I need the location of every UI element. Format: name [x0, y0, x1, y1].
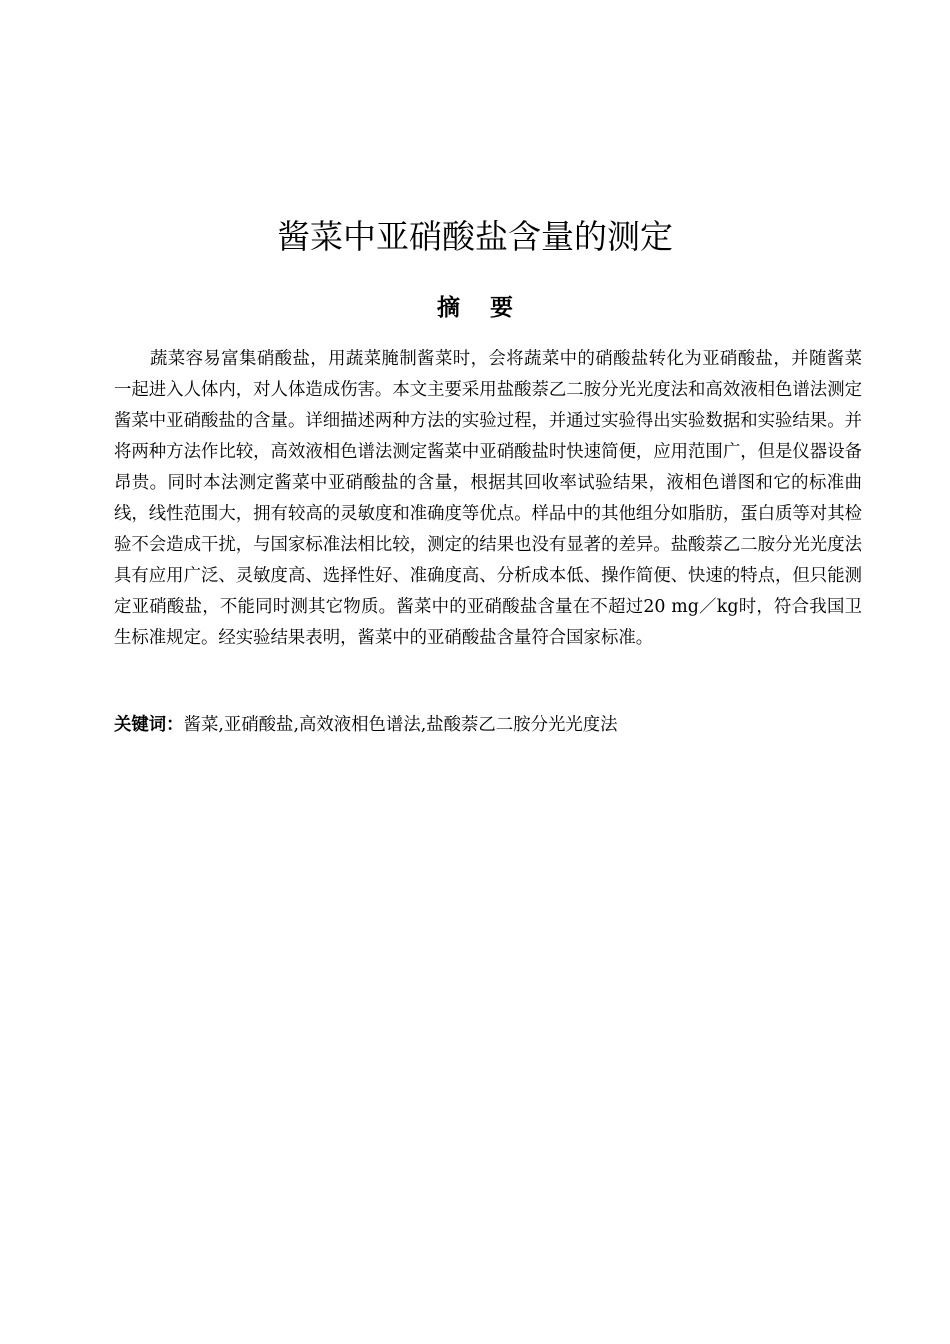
keywords-label: 关键词：: [114, 715, 184, 735]
keywords-line: [114, 711, 862, 739]
keywords-text: 酱菜,亚硝酸盐,高效液相色谱法,盐酸萘乙二胺分光光度法: [183, 715, 618, 735]
document-title: 酱菜中亚硝酸盐含量的测定: [277, 217, 673, 256]
abstract-heading: 摘要: [437, 295, 543, 321]
abstract-body: 蔬菜容易富集硝酸盐，用蔬菜腌制酱菜时，会将蔬菜中的硝酸盐转化为亚硝酸盐，并随酱菜一起进入人体内，对人体造成伤害。本文主要采用盐酸萘乙二胺分光光度法和高效液相色谱法测定酱菜中亚硝酸盐的含量。详细描述两种方法的实验过程，并通过实验得出实验数据和实验结果。并将两种方法作比较，高效液相色谱法测定酱菜中亚硝酸盐时快速简便，应用范围广，但是仪器设备昂贵。同时本法测定酱菜中亚硝酸盐的含量，根据其回收率试验结果，液相色谱图和它的标准曲线，线性范围大，拥有较高的灵敏度和准确度等优点。样品中的其他组分如脂肪，蛋白质等对其检验不会造成干扰，与国家标准法相比较，测定的结果也没有显著的差异。盐酸萘乙二胺分光光度法具有应用广泛、灵敏度高、选择性好、准确度高、分析成本低、操作简便、快速的特点，但只能测定亚硝酸盐，不能同时测其它物质。酱菜中的亚硝酸盐含量在不超过20 mg／kg时，符合我国卫生标准规定。经实验结果表明，酱菜中的亚硝酸盐含量符合国家标准。: [114, 349, 862, 648]
